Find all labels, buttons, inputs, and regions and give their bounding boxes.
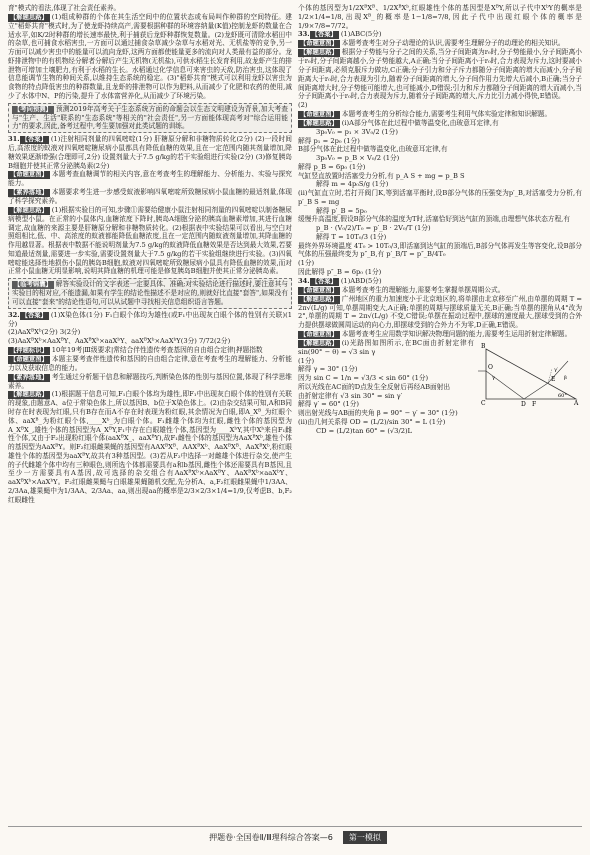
q32-continued: 个体的基因型为1/2XᴮXᴮ、1/2XᴮXᵇ,红眼雄性个体的基因型是XᴮY,所以子代中XᵇY的概率是1/2×1/4=1/8,出现Xᴮ_的概率是1−1/8=7/8,因此子代中出现红眼个体的概率是1/9×7/8=7/72。 — [298, 4, 582, 30]
forecast-text: 预测2019年高考关于生态系统方面的命题会以生态文明建设为背景,加大考查与"生产、生活"联系的"生态系统"等相关的"社会责任",另一方面能体现高考对"综合运用能力"的要求,因此,备考过程中,考生要加强对此类试题的训练。 — [12, 104, 288, 131]
formula-line: 因为 sin C = 1/n = √3/3 < sin 60° (1分) — [298, 374, 429, 382]
q32-intent: 本题主要考查伴性遗传和基因的自由组合定律,意在考查考生的理解能力、分析能力以及获取信息的能力。 — [8, 354, 292, 372]
formula-line: (1分) — [298, 356, 315, 365]
tips-tag: 【临考锦囊】 — [14, 281, 52, 288]
q34-number: 34. — [298, 276, 310, 285]
q34-answer: (1)ABD(5分) — [340, 276, 382, 285]
formula-line: (i)光路图如图所示,在BC面由折射定律有 sin(90° − θ) = √3 sin γ — [298, 338, 474, 356]
label-b: B — [481, 342, 486, 350]
q31-intent: 本题考查血糖调节的相关内容,意在考查考生的理解能力、分析能力、实验与探究能力。 — [8, 170, 292, 188]
formula-line: 缓慢升高温度,假设B部分气体的温度为T时,活塞恰好到达气缸的顶端,由理想气体状态方程,有 — [298, 215, 570, 224]
q31-answer: (1)注射相同剂量的四氧嘧啶(1分) 肝糖原分解和非糖物质转化(2分) (2)一段时间后,高浓度的蚁液对四氧嘧啶糖尿病小鼠都具有降低血糖的效果,且在一定范围内随其剂量增加,降糖效果逐渐增强(合理即可,2分) 设置剂量大于7.5 g/kg的若干实验组进行实验(2分) (3)修复胰岛B细胞并使其正常分泌胰岛素(2分) — [8, 135, 292, 170]
formula-line: CD = (L/2)tan 60° = (√3/2)L — [316, 426, 412, 435]
q32-literacy: 考生通过分析题干信息和解题技巧,判断染色体的性别与基因位置,体现了科学思维素养。 — [8, 372, 292, 390]
q32-answer-1: (1)X染色体(1分) F₁白眼个体均为雄性(或F₁中出现灰白眼个体的性别有关联)(1分) — [8, 310, 292, 328]
label-e: E — [551, 375, 556, 383]
label-gamma: γ — [492, 374, 495, 381]
formula-line: 因此解得 p″_B = 6p₀ (1分) — [298, 267, 382, 276]
q33-part2: (2) — [298, 101, 308, 109]
ray-segment — [524, 383, 548, 399]
prism-ray-diagram — [478, 341, 582, 407]
q31-think: (1)根据实验目的可知,步骤①需要给健康小鼠注射相同剂量的四氧嘧啶以制备糖尿病模型小鼠。在正常的小鼠体内,血糖浓度下降时,胰岛A细胞分泌的胰高血糖素增加,其进行血糖调定,故血糖的来源主要是肝糖原分解和非糖物质转化。(2)根据表中实验结果可以看出,与空白对照组相比,低、中、高浓度的蚁液都能降低血糖浓度,且在一定范围内随蚁液剂量增加,其降血糖的作用越显著。根据表中数据不能说明剂量为7.5 g/kg的蚁液降低血糖效果是否达到最大效果,若要知道最适剂量,需要进一步实验,需要设置剂量大于7.5 g/kg的若干实验组继续进行实验。(3)四氧嘧啶能选择性地损伤小鼠的胰岛B细胞,蚁液对四氧嘧啶所致糖尿病小鼠具有降低血糖的效果,而对正常小鼠血糖无明显影响,说明其降血糖的机理可能是修复胰岛B细胞并使其正常分泌胰岛素。 — [8, 205, 292, 276]
label-gamma-prime: γ′ — [554, 366, 559, 373]
formula-line: 解得 p′_B = 5p₀ — [316, 206, 367, 215]
label-beta: β — [564, 374, 567, 381]
label-f: F — [532, 400, 537, 407]
literacy-tag: 【素养落地】 — [10, 373, 48, 381]
formula-line: 解得 p_B = 6p₀ (1分) — [298, 162, 366, 171]
q34-intent: 本题考查考生的理解能力,需要考生掌握单摆周期公式。 — [341, 285, 505, 294]
forecast-tag: 【考向预测】 — [14, 105, 52, 113]
label-a: A — [574, 399, 579, 407]
think-tag: 【解题思路】 — [300, 119, 338, 127]
q33-intent: 本题考查考生对分子动理论的认识,需要考生理解分子的动理论的相关知识。 — [341, 39, 565, 48]
literacy-tag: 【素养落地】 — [10, 189, 48, 196]
intent-tag: 【命题意图】 — [10, 355, 48, 363]
intent-tag: 【命题意图】 — [300, 286, 338, 294]
q30-intro: 育"模式的看法,体现了社会责任素养。 — [8, 4, 121, 12]
formula-line: 3p₀V₀ = p_B × V₀/2 (1分) — [316, 154, 400, 162]
left-column — [8, 4, 292, 826]
q31-literacy: 本题要求考生进一步感受蚁液影响四氧嘧啶所致糖尿病小鼠血糖的最适剂量,体现了科学探究素养。 — [8, 188, 292, 205]
answer-tag: 【答案】 — [311, 277, 337, 285]
answer-tag: 【答案】 — [21, 311, 47, 319]
formula-line: 解得 m = 4p₀S/g (1分) — [316, 180, 389, 189]
formula-line: (ii)气缸直立时,若打开阀门K,等到活塞平衡时,设B部分气体的压强变为p′_B,对活塞受力分析,有 p′_B S = mg — [298, 189, 582, 206]
tips-box — [8, 278, 292, 309]
footer-page-label: 第一模拟 — [343, 831, 387, 844]
answer-tag: 【答案】 — [21, 136, 47, 143]
label-angle: 60° — [558, 392, 567, 399]
q33-part2-think: (i)A部分气体在此过程中做等温变化,由玻意耳定律,有 — [341, 118, 499, 127]
q32-think: (1)根据题干信息可知,F₁白眼个体均为雄性,即F₁中出现灰白眼个体的性别有关联的现象,由题意A、a位于常染色体上,所以基因B、b位于X染色体上。(2)由杂交结果可知,A和B同时存在时表现为红眼,只有B存在而A不存在时表现为粉红眼,其余情况为白眼,即A_Xᴮ_为红眼个体、aaXᴮ_为粉红眼个体,____Xᵇ_为白眼个体。F₁雌雄个体均为红眼,雌性个体的基因型为A_XᴮX_,雄性个体的基因型为A_XᴮY,F₁中存在白眼雄性个体,基因型为____XᵇY,其中Xᵇ来自F₁雌性个体,又由于F₂出现粉红眼个体(aaXᴮX_、aaXᴮY),故F₁雌性个体的基因型为AaXᴮXᵇ,雄性个体的基因型为AaXᴮY。则F₂红眼雌果蝇的基因型有AAXᴮXᴮ、AAXᴮXᵇ、AaXᴮXᴮ、AaXᴮXᵇ,粉红眼雄性个体的基因型为aaXᴮY,故共有3种基因型。(3)若从F₂中选择一对雌雄个体进行杂交,使产生的子代雌雄个体中均有三种眼色,则所选个体都需要具有a和b基因,雌性个体还需要具有B基因,且至少一方需要具有A基因,故可选择的杂交组合有AaXᴮXᵇ×AaXᴮY、AaXᴮXᵇ×aaXᵇY、aaXᴮXᵇ×AaXᵇY。F₂红眼雌果蝇与白眼雄果蝇随机交配,先分析A、a,F₂红眼雌果蝇中1/3AA、2/3Aa,雄果蝇中为1/3AA、2/3Aa、aa,则出现aa的概率是2/3×2/3×1/4=1/9,仅考虑B、b,F₂红眼雌性 — [8, 390, 292, 504]
page-footer — [0, 829, 590, 845]
formula-line: 解得 T = 10T₀/3 (1分) — [316, 232, 387, 241]
label-d: D — [521, 400, 526, 407]
formula-line: (ii)由几何关系得 OD = (L/2)/sin 30° = L (1分) — [298, 417, 446, 426]
think-tag: 【解题思路】 — [300, 49, 338, 57]
think-tag: 【解题思路】 — [300, 295, 338, 303]
formula-line: B部分气体在此过程中做等温变化,由玻意耳定律,有 — [298, 145, 448, 154]
intent-tag: 【命题意图】 — [300, 40, 338, 48]
q33-part2-intent: 本题考查考生的分析综合能力,需要考生利用气体实验定律和知识解题。 — [341, 109, 552, 118]
label-c: C — [481, 399, 486, 407]
formula-line: 解得 γ = 30° (1分) — [298, 365, 358, 374]
q30-think: (1)组成种群的个体在其生活空间中的位置状态或布局叫作种群的空间特征。建立"稻虾共育"模式时,为了使龙虾持续高产,需要根据种群的环境容纳量(K值)控制龙虾的数量在合适水平,如K/2时种群的增长速率最快,利于捕获后龙虾种群恢复数量。(2)龙虾既可清除水稻田中的杂草,也可捕食水稻害虫,一方面可以通过捕食杂草减少杂草与水稻对光、无机盐等的竞争,另一方面可以减少害虫中的能量可以流向龙虾,这两方面都使能量更多的流向对人类最有益的部分。龙虾排泄物中的有机物经分解者分解后产生无机物(无机盐),可供水稻生长发育利用,故龙虾产生的排泄物可增加土壤肥力,有利于水稻的生长。水稻通过化学信息可来害虫的天敌,防治害虫,这体现了信息能调节生物的种间关系,以维持生态系统的稳定。(3)"稻虾共育"模式可以利用龙虾以害虫为食物的特点降低害虫的种群数量,且龙虾的排泄物可以作为肥料,从而减少了化肥和农药的使用,减少了水体中N、P的污染,提升了水体富营养化,从而减少了环境污染。 — [8, 12, 292, 100]
answer-page — [8, 4, 582, 826]
q32-number: 32. — [8, 310, 20, 319]
tips-text: 解答实验设计的文字表述一定要具体、准确;对实验结论进行描述时,要注意其与实验目的相对应,不能遗漏,如果有学生的结论性描述不是对应的,则就好比直接"套答",如果没有可以直接"套来"的结论性语句,可以从试题中寻找相关信息组织语言答题。 — [12, 280, 288, 306]
intent-tag: 【命题意图】 — [300, 330, 338, 338]
footer-source: 押题卷·全国卷Ⅱ/Ⅲ理科综合答案—6 — [209, 832, 333, 842]
formula-line: 解得 p₁ = 2p₀ (1分) — [298, 136, 360, 145]
q34-think: 广州地区的重力加速度小于北京地区的,将单摆由北京移至广州,由单摆的周期 T = 2π√(L/g) 可知,单摆周期变大,A正确;单摆的周期与摆球质量无关,B正确;当单摆的摆角从4°改为2°,单摆的周期 T = 2π√(L/g) 不变,C错误;单摆在振动过程中,摆球的速度最大,摆球受到的合外力提供摆球做圆周运动的向心力,即摆球受到的合外力不为零,D正确,E错误。 — [298, 294, 582, 329]
formula-line: 由折射定律有 √3 sin 30° = sin γ′ — [298, 391, 403, 400]
forecast-label-tag: 【押题标识】 — [10, 346, 48, 354]
formula-line: p_B · (V₀/2)/T₀ = p′_B · 2V₀/T (1分) — [316, 224, 431, 232]
q33-number: 33. — [298, 30, 310, 39]
formula-line: (1分) — [298, 259, 315, 267]
q32-answer-3: (3)AaXᴮXᵇ×AaXᴮY、AaXᴮXᵇ×aaXᵇY、aaXᴮXᵇ×AaXᵇY(3分) 7/72(2分) — [8, 337, 231, 345]
forecast-box — [8, 103, 292, 134]
formula-line: 则出射光线与AB面的夹角 β = 90° − γ′ = 30° (1分) — [298, 409, 458, 417]
think-tag: 【解题思路】 — [10, 13, 48, 21]
formula-line: 解得 γ′ = 60° (1分) — [298, 400, 360, 409]
think-tag: 【解题思路】 — [10, 391, 48, 399]
q33-think: 根据分子势能与分子之间的关系,当分子间距离为r₀时,分子势能最小,分子间距离小于r₀时,分子间距离越小,分子势能越大,A正确;当分子间距离小于r₀时,合力表现为斥力,这时要减小分子间距离,必须克服斥力做功,C正确;分子引力和分子斥力都随分子间距离的增大而减小,分子间距离大于r₀时,合力表现为引力,随着分子间距离的增大,分子间作用力先增大后减小,B正确;当分子间距离增大时,分子势能可能增大,也可能减小,D错误;引力和斥力都随分子间距离的增大而减小,当分子间距离小于r₀时,合力表现为斥力,随着分子间距离的增大,斥力比引力减小得快,E错误。 — [298, 48, 582, 101]
think-tag: 【解题思路】 — [10, 206, 48, 214]
q33-answer: (1)ABC(5分) — [340, 30, 382, 39]
prism-outline — [486, 349, 576, 399]
formula-line: 所以光线在AC面的D点发生全反射后再经AB面射出 — [298, 382, 451, 391]
formula-line: 3p₀V₀ = p₁ × 3V₀/2 (1分) — [316, 127, 398, 136]
q32-forecast: 10年19考|Ⅲ级要求|常结合伴性遗传考查基因的自由组合定律|押题指数 — [51, 345, 263, 354]
label-o: O — [488, 363, 493, 371]
right-column — [298, 4, 582, 826]
answer-tag: 【答案】 — [311, 31, 337, 39]
think-tag: 【解题思路】 — [300, 339, 338, 347]
formula-line: 最终外界环境温度 4T₀ > 10T₀/3,即活塞到达气缸的顶端后,B部分气体再发生等容变化,设B部分气体的压强最终变为 p″_B,有 p′_B/T = p″_B/4T₀ — [298, 241, 582, 259]
q32-answer-2: (2)AaXᴮXᵇ(2分) 3(2分) — [8, 328, 81, 337]
q34-part2-intent: 本题考查考生应用数学知识解决物理问题的能力,需要考生运用折射定律解题。 — [341, 329, 572, 338]
intent-tag: 【命题意图】 — [10, 171, 48, 179]
footer-rule — [8, 826, 582, 827]
q31-number: 31. — [8, 135, 20, 143]
intent-tag: 【命题意图】 — [300, 110, 338, 118]
formula-line: 气缸竖直放置时活塞受力分析,有 p_A S + mg = p_B S — [298, 171, 465, 180]
